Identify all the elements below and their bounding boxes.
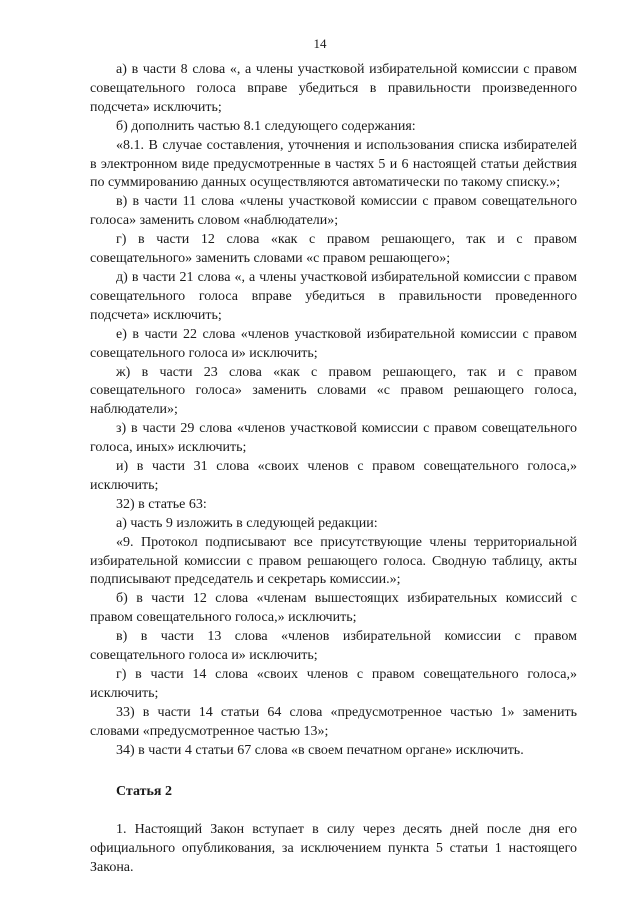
paragraph: а) в части 8 слова «, а члены участковой избирательной комиссии с правом совещательного голоса вправе убедиться в правильности произведенного подсчета» исключить; xyxy=(90,62,577,115)
paragraph: б) в части 12 слова «членам вышестоящих избирательных комиссий с правом совещательного голоса,» исключить; xyxy=(90,591,577,626)
paragraph: а) часть 9 изложить в следующей редакции: xyxy=(116,515,378,531)
paragraph: «8.1. В случае составления, уточнения и использования списка избирателей в электронном виде предусмотренные в частях 5 и 6 настоящей статьи действия по суммированию данных осуществляются автоматически по такому списку.»; xyxy=(90,137,577,191)
paragraph: е) в части 22 слова «членов участковой избирательной комиссии с правом совещательного голоса и» исключить; xyxy=(90,326,577,361)
paragraph: д) в части 21 слова «, а члены участковой избирательной комиссии с правом совещательного голоса вправе убедиться в правильности проведенного подсчета» исключить; xyxy=(90,269,577,323)
paragraph: 32) в статье 63: xyxy=(116,496,207,512)
paragraph: 1. Настоящий Закон вступает в силу через десять дней после дня его официального опубликования, за исключением пункта 5 статьи 1 настоящего Закона. xyxy=(90,822,577,876)
paragraph: в) в части 13 слова «членов избирательной комиссии с правом совещательного голоса и» исключить; xyxy=(90,629,577,664)
document-body xyxy=(90,61,577,878)
paragraph: в) в части 11 слова «члены участковой комиссии с правом совещательного голоса» заменить словом «наблюдатели»; xyxy=(90,194,577,229)
paragraph: з) в части 29 слова «членов участковой комиссии с правом совещательного голоса, иных» исключить; xyxy=(90,421,577,456)
paragraph: и) в части 31 слова «своих членов с правом совещательного голоса,» исключить; xyxy=(90,459,577,493)
paragraph: г) в части 14 слова «своих членов с правом совещательного голоса,» исключить; xyxy=(90,667,577,701)
page-number: 14 xyxy=(313,36,327,51)
paragraph: «9. Протокол подписывают все присутствующие члены территориальной избирательной комиссии с правом решающего голоса. Сводную таблицу, акты подписывают председатель и секретарь комиссии.»; xyxy=(90,534,577,588)
paragraph: ж) в части 23 слова «как с правом решающего, так и с правом совещательного голоса» заменить словами «с правом решающего голоса, наблюдатели»; xyxy=(90,364,577,418)
paragraph: 33) в части 14 статьи 64 слова «предусмотренное частью 1» заменить словами «предусмотренное частью 13»; xyxy=(90,704,577,739)
paragraph: 34) в части 4 статьи 67 слова «в своем печатном органе» исключить. xyxy=(116,742,524,758)
paragraph: г) в части 12 слова «как с правом решающего, так и с правом совещательного» заменить словами «с правом решающего»; xyxy=(90,232,577,267)
article-heading: Статья 2 xyxy=(116,783,172,799)
paragraph: б) дополнить частью 8.1 следующего содержания: xyxy=(116,118,416,134)
